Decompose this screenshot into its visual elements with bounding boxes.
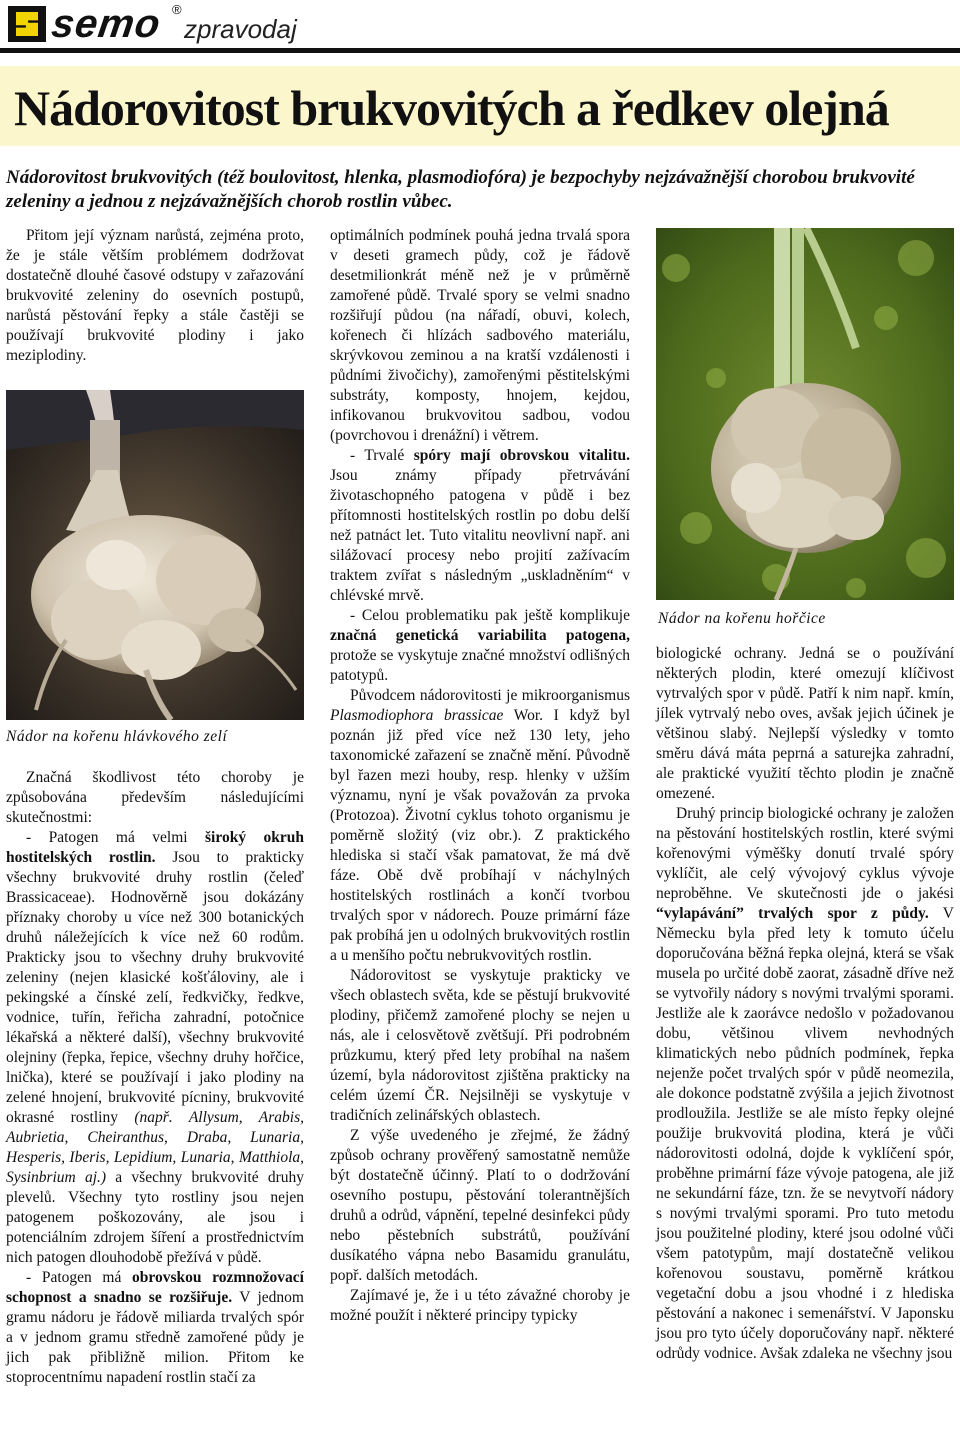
column-1-intro bbox=[6, 226, 304, 366]
paragraph: Nádorovitost se vyskytuje prakticky ve všech oblastech světa, kde se pěstují brukvovité plodiny, přičemž zamořené plochy se nejen u nás, ale i celosvětově zvětšují. Při podrobném průzkumu, který před lety probíhal na našem území, byla nádorovitost zjištěna prakticky na celém území ČR. Nejsilněji se vyskytuje v tradičních zelinářských oblastech. bbox=[330, 967, 630, 1124]
column-2 bbox=[330, 226, 630, 1326]
publication-subtitle: zpravodaj bbox=[184, 14, 297, 44]
bullet-vitality: - Trvalé spóry mají obrovskou vitalitu. Jsou známy případy přetrvávání životaschopného patogena v půdě i bez přítomnosti hostitelských rostlin po dobu delší než patnáct let. Tuto vitalitu neovlivní např. ani silážovací procesy nebo projití zažívacím traktem zvířat s následným „uskladněním“ v chlévské mrvě. bbox=[330, 447, 630, 604]
paragraph: Zajímavé je, že i u této závažné choroby je možné použít i některé principy typicky bbox=[330, 1287, 630, 1324]
registered-mark: ® bbox=[172, 2, 182, 17]
paragraph: Z výše uvedeného je zřejmé, že žádný způsob ochrany prověřený samostatně nemůže být dostatečně účinný. Platí to o dodržování osevního postupu, pěstování tolerantnějších druhů a odrůd, vápnění, tepelné desinfekci půdy nebo pěstebních substrátů, používání dusíkatého vápna nebo Basamidu granulátu, popř. dalších metodách. bbox=[330, 1127, 630, 1284]
paragraph: Druhý princip biologické ochrany je založen na pěstování hostitelských rostlin, které svými kořenovými výměšky donutí trvalé spóry vyklíčit, ale celý vývojový cyklus vývoje neproběhne. Ve skutečnosti jde o jakési “vylapávání” trvalých spor z půdy. V Německu byla před lety k tomuto účelu doporučována běžná řepka olejná, která se však musela po určité době zaorat, zásadně dříve než se vytvořily nádory s novými trvalými sporami. Jestliže ale k zaorávce nedošlo v požadovanou dobu, většinou vlivem nevhodných klimatických nebo půdních podmínek, řepka nejenže počet trvalých spór v půdě neomezila, ale dokonce podstatně zvýšila a jejich životnost prodloužila. Jestliže se ale místo řepky olejné použije brukvovitá plodina, která je vůči nádorovitosti odolná, dojde k vyklíčení spór, proběhne primární fáze vývoje patogena, ale již ne sekundární fáze, tzn. že se nevytvoří nádory s novými trvalými sporami. Pro tuto metodu jsou použitelné plodiny, které jsou odolné vůči všem patotypům, mají dostatečně velikou kořenovou soustavu, poměrně krátkou vegetační dobu a jsou vhodné i z hlediska pěstování a nakonec i semenářství. V Japonsku jsou pro tyto účely doporučovány např. některé odrůdy vodnice. Avšak zdaleka ne všechny jsou bbox=[656, 805, 955, 1362]
paragraph: Značná škodlivost této choroby je způsobována především následujícími skutečnostmi: bbox=[6, 769, 304, 826]
cabbage-root-photo bbox=[6, 390, 304, 720]
semo-logo-icon bbox=[8, 6, 46, 42]
article-lead: Nádorovitost brukvovitých (též boulovitost, hlenka, plasmodiofóra) je bezpochyby nejzávažnější chorobou brukvovité zeleniny a jednou z nejzávažnějších chorob rostlin vůbec. bbox=[6, 167, 915, 212]
figure-caption-mustard: Nádor na kořenu hořčice bbox=[658, 610, 826, 627]
cabbage-root-image bbox=[6, 390, 304, 720]
paragraph: Původcem nádorovitosti je mikroorganismus Plasmodiophora brassicae Wor. I když byl poznán již před více než 130 lety, jeho taxonomické zařazení se značně mění. Původně byl řazen mezi houby, resp. hlenky v užším významu, nyní je však považován za prvoka (Protozoa). Životní cyklus tohoto organismu je poměrně složitý (viz obr.). Z praktického hlediska si stačí však pamatovat, že má dvě fáze. Obě dvě probíhají v náchylných hostitelských rostlinách a končí tvorbou trvalých spor v nádorech. Pouze primární fáze pak probíhá jen u odolných brukvovitých rostlin a u menšího počtu nebrukvovitých rostlin. bbox=[330, 687, 630, 964]
article-title: Nádorovitost brukvovitých a ředkev olejná bbox=[14, 80, 889, 136]
bullet-host-range: - Patogen má velmi široký okruh hostitelských rostlin. Jsou to prakticky všechny brukvovité druhy rostlin (čeleď Brassicaceae). Hodnověrně jsou dokázány příznaky choroby u více než 300 botanických druhů náležejících k více než 60 rodům. Prakticky jsou to všechny druhy brukvovité zeleniny (nejen klasické košťáloviny, ale i pekingské a čínské zelí, ředkvičky, ředkve, vodnice, tuřín, řeřicha zahradní, potočnice lékařská a některé další), všechny brukvovité olejniny (řepka, řepice, všechny druhy hořčice, lnička), které se používají i jako plodiny na zelené hnojení, brukvovité pícniny, brukvovité okrasné rostliny (např. Allysum, Arabis, Aubrietia, Cheiranthus, Draba, Lunaria, Hesperis, Iberis, Lepidium, Lunaria, Matthiola, Sysinbrium aj.) a všechny brukvovité druhy plevelů. Všechny tyto rostliny jsou nejen patogenem poškozovány, ale jsou i potenciálním zdrojem šíření a prostřednictvím nich patogen dlouhodobě přežívá v půdě. bbox=[6, 829, 304, 1266]
bullet-reproduction: - Patogen má obrovskou rozmnožovací schopnost a snadno se rozšiřuje. V jednom gramu nádoru je řádově miliarda trvalých spór a v jednom gramu středně zamořené půdy je jich pak přibližně milion. Přitom ke stoprocentnímu napadení rostlin stačí za bbox=[6, 1269, 304, 1386]
paragraph: optimálních podmínek pouhá jedna trvalá spora v deseti gramech půdy, což je řádově desetmilionkrát méně než je v průměrně zamořené půdě. Trvalé spory se velmi snadno rozšiřují půdou (na nářadí, obuvi, kolech, kořenech či hlízách sadbového materiálu, skrývkovou zeminou a na kratší vzdálenosti i půdními živočichy), zamořenými pěstitelskými substráty, komposty, hnojem, kejdou, infikovanou brukvovitou sadbou, vodou (povrchovou i drenážní) i větrem. bbox=[330, 227, 630, 444]
paragraph: biologické ochrany. Jedná se o používání některých plodin, které omezují klíčivost vytrvalých spor v půdě. Patří k nim např. kmín, jílek vytrvalý nebo oves, avšak jejich účinek je většinou slabý. Nejlepší výsledky v tomto směru dává máta peprná a saturejka zahradní, ale praktické využití těchto plodin je značně omezené. bbox=[656, 645, 954, 802]
mustard-root-image bbox=[656, 228, 954, 600]
column-1-body bbox=[6, 768, 304, 1388]
paragraph: Přitom její význam narůstá, zejména proto, že je stále větším problémem dodržovat dostatečně dlouhé časové odstupy v zařazování brukvovité zeleniny do osevních postupů, narůstá pěstování řepky a stále častěji se používají brukvovité plodiny i jako meziplodiny. bbox=[6, 227, 304, 364]
column-3 bbox=[656, 644, 954, 1364]
figure-caption-cabbage: Nádor na kořenu hlávkového zelí bbox=[6, 728, 228, 745]
brand-name: semo bbox=[48, 2, 164, 46]
masthead bbox=[0, 0, 960, 48]
mustard-root-photo bbox=[656, 228, 954, 600]
bullet-variability: - Celou problematiku pak ještě komplikuje značná genetická variabilita patogena, protože se vyskytuje značné množství odlišných patotypů. bbox=[330, 607, 630, 684]
header-rule bbox=[0, 48, 960, 53]
